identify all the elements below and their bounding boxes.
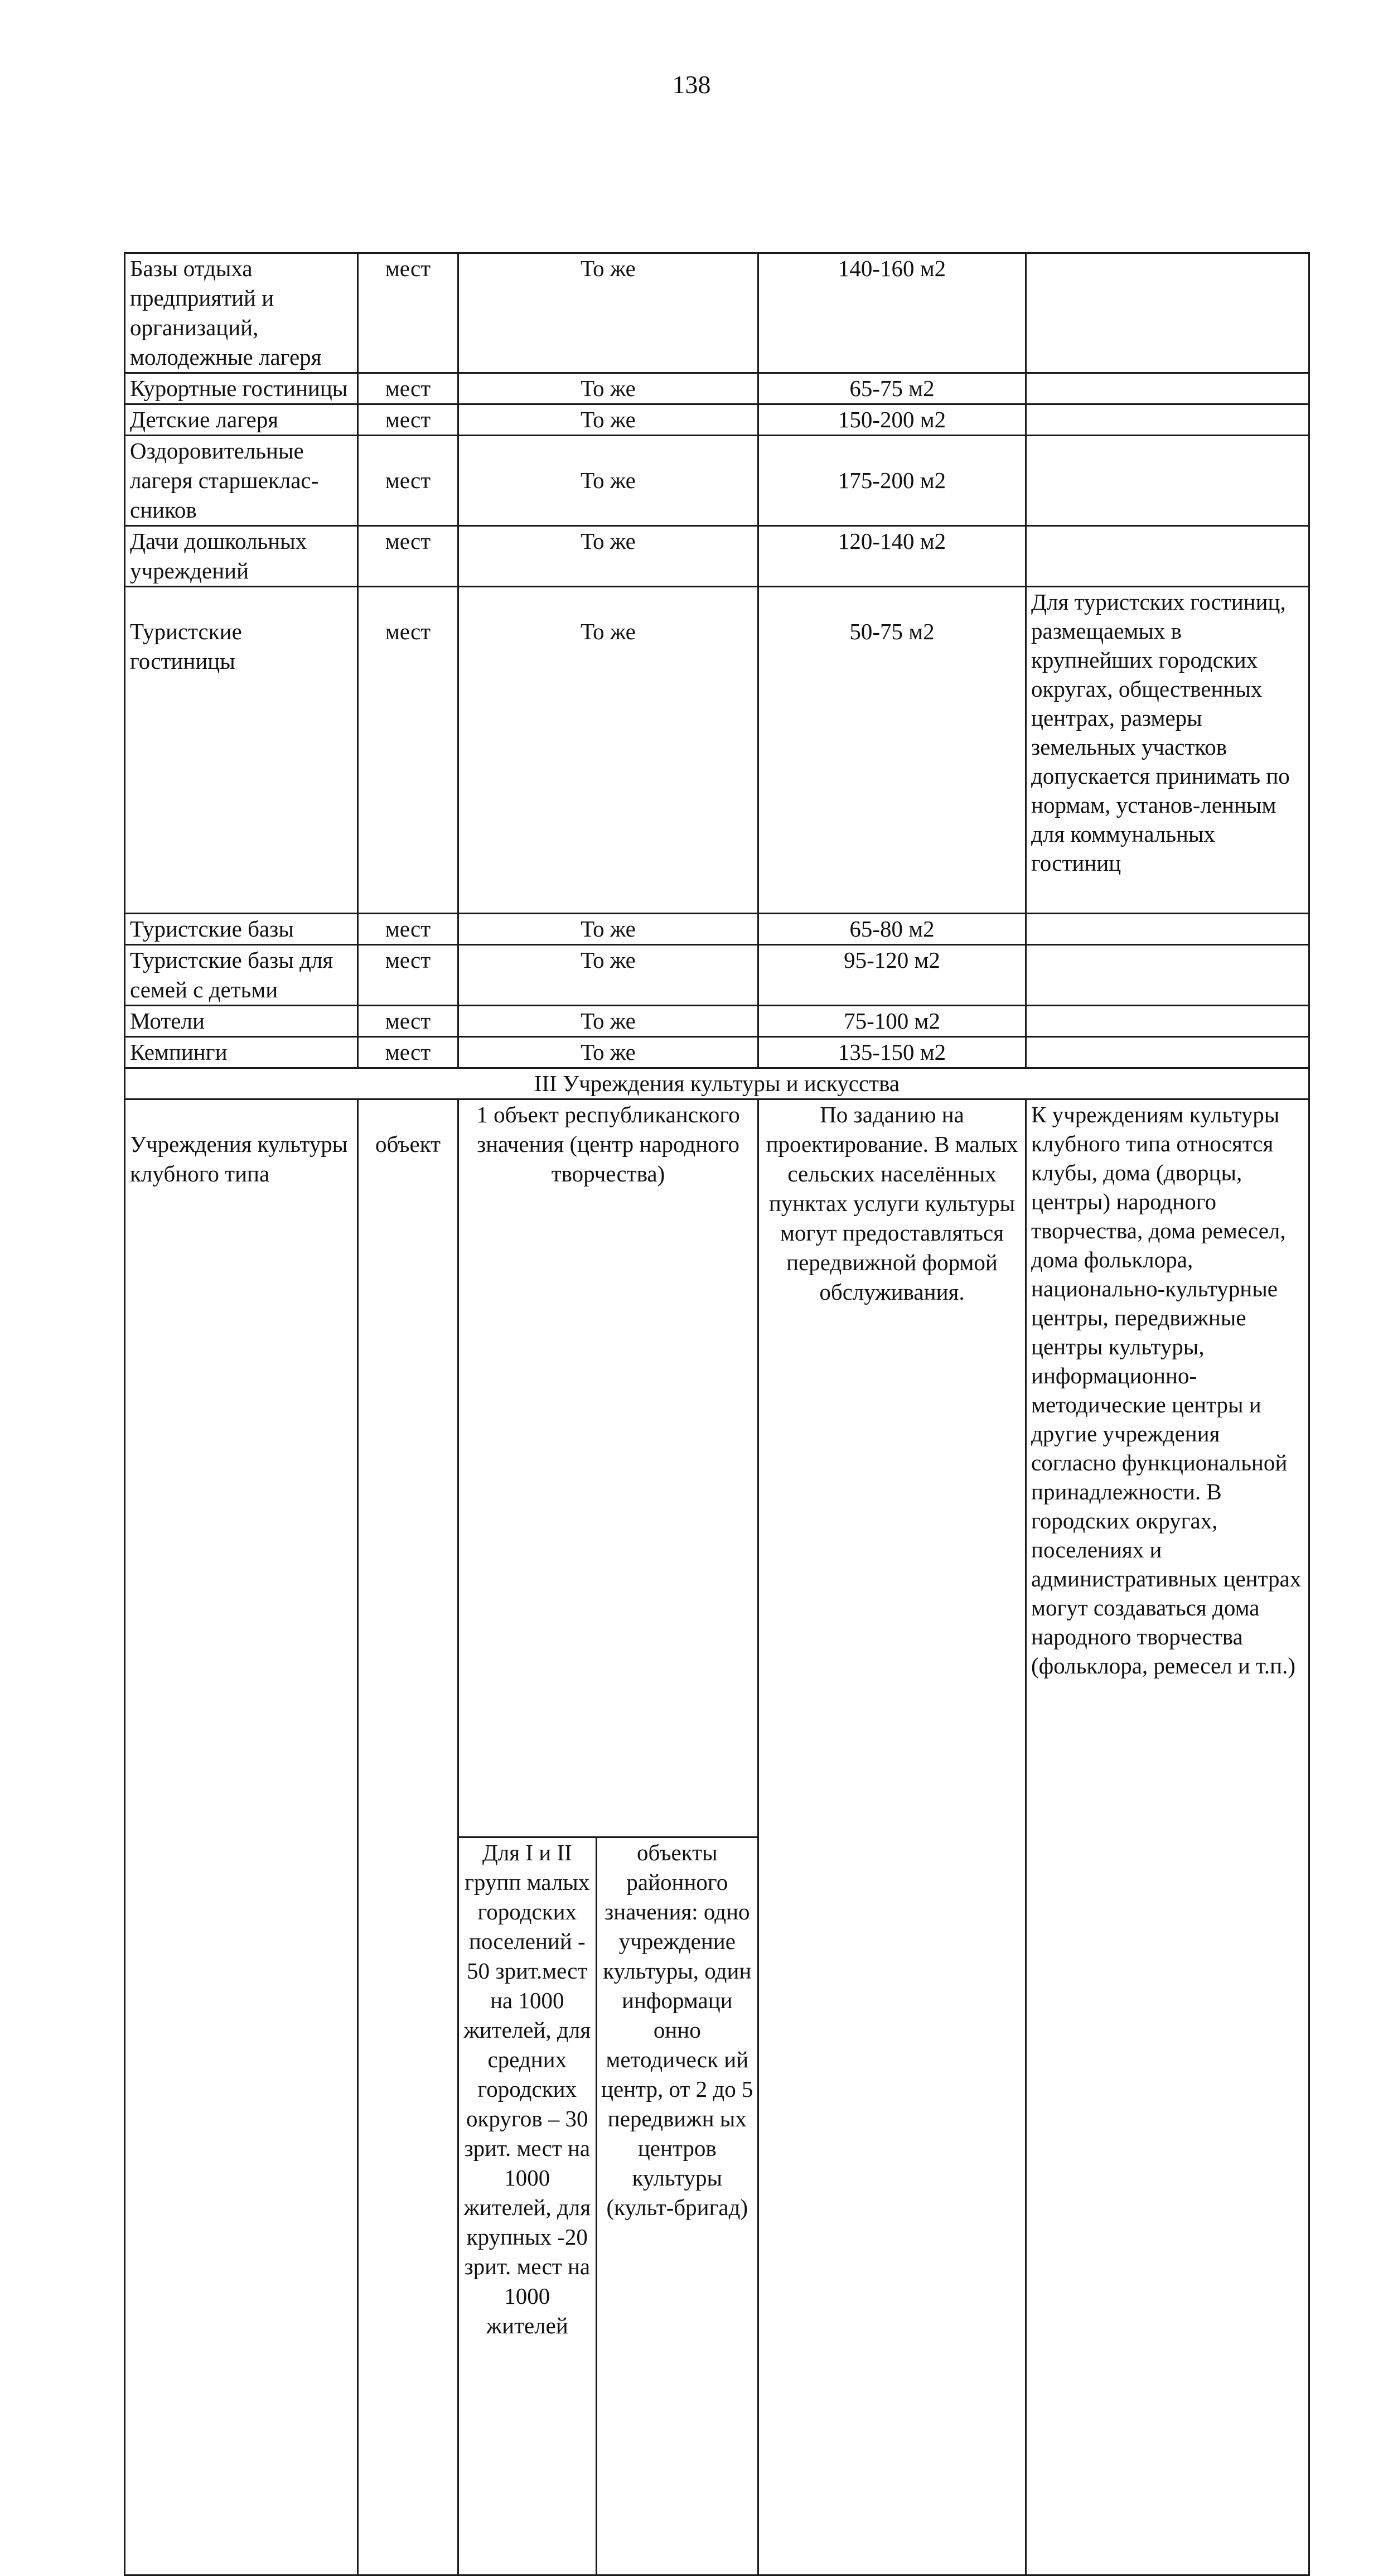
table-row <box>125 436 1309 526</box>
facility-name: Дачи дошкольных учреждений <box>125 526 358 587</box>
area-cell: 50-75 м2 <box>758 587 1026 914</box>
facility-name: Курортные гостиницы <box>125 373 358 404</box>
norm-cell: То же <box>458 404 758 436</box>
area-cell: 120-140 м2 <box>758 526 1026 587</box>
norm-cell: То же <box>458 1006 758 1037</box>
facility-name: Кемпинги <box>125 1037 358 1068</box>
facility-name: Мотели <box>125 1006 358 1037</box>
unit-cell: объект <box>358 1099 458 2575</box>
section-header-row <box>125 1068 1309 1099</box>
area-cell: По заданию на проектирование. В малых сельских населённых пунктах услуги культуры могут предоставляться передвижной формой обслуживания. <box>758 1099 1026 2575</box>
note-cell <box>1026 1006 1309 1037</box>
note-cell: К учреждениям культуры клубного типа относятся клубы, дома (дворцы, центры) народного творчества, дома ремесел, дома фольклора, национально-культурные центры, передвижные центры культуры, информационно-методические центры и другие учреждения согласно функциональной принадлежности. В городских округах, поселениях и административных центрах могут создаваться дома народного творчества (фольклора, ремесел и т.п.) <box>1026 1099 1309 2575</box>
note-cell <box>1026 373 1309 404</box>
note-cell <box>1026 404 1309 436</box>
table-row <box>125 526 1309 587</box>
norm-cell: То же <box>458 914 758 945</box>
unit-cell: мест <box>358 373 458 404</box>
norm-right: объекты районного значения: одно учреждение культуры, один информаци онно методическ ий центр, от 2 до 5 передвижн ых центров культуры (культ-бригад) <box>601 1840 753 2220</box>
unit-cell: мест <box>358 587 458 914</box>
table-row <box>125 1037 1309 1068</box>
area-cell: 150-200 м2 <box>758 404 1026 436</box>
note-cell <box>1026 436 1309 526</box>
norm-cell: То же <box>458 1037 758 1068</box>
table-row <box>125 253 1309 373</box>
area-cell: 140-160 м2 <box>758 253 1026 373</box>
norm-cell: То же <box>458 436 758 526</box>
area-cell: 175-200 м2 <box>758 436 1026 526</box>
unit-cell: мест <box>358 914 458 945</box>
table-row <box>125 404 1309 436</box>
unit-cell: мест <box>358 253 458 373</box>
norm-cell: То же <box>458 587 758 914</box>
norms-table <box>124 252 1310 2576</box>
unit-cell: мест <box>358 945 458 1006</box>
facility-name: Туристские гостиницы <box>125 587 358 914</box>
note-cell <box>1026 945 1309 1006</box>
section-title: III Учреждения культуры и искусства <box>125 1068 1309 1099</box>
area-cell: 95-120 м2 <box>758 945 1026 1006</box>
note-cell <box>1026 1037 1309 1068</box>
facility-name: Базы отдыха предприятий и организаций, молодежные лагеря <box>125 253 358 373</box>
norm-subtable <box>459 1100 757 2574</box>
area-cell: 75-100 м2 <box>758 1006 1026 1037</box>
table-row <box>125 1099 1309 2575</box>
unit-cell: мест <box>358 1037 458 1068</box>
table-row <box>125 587 1309 914</box>
note-cell <box>1026 526 1309 587</box>
facility-name: Учреждения культуры клубного типа <box>125 1099 358 2575</box>
note-cell: Для туристских гостиниц, размещаемых в крупнейших городских округах, общественных центрах, размеры земельных участков допускается принимать по нормам, установ-ленным для коммунальных гостиниц <box>1026 587 1309 914</box>
note-cell <box>1026 253 1309 373</box>
norm-cell: То же <box>458 945 758 1006</box>
facility-name: Оздоровительные лагеря старшеклас-сников <box>125 436 358 526</box>
page-number: 138 <box>672 70 711 99</box>
facility-name: Туристские базы для семей с детьми <box>125 945 358 1006</box>
table-row <box>125 1006 1309 1037</box>
area-cell: 65-80 м2 <box>758 914 1026 945</box>
area-cell: 65-75 м2 <box>758 373 1026 404</box>
norm-cell <box>458 1099 758 2575</box>
unit-cell: мест <box>358 436 458 526</box>
norm-head: 1 объект республиканского значения (центр народного творчества) <box>459 1100 757 1837</box>
norm-cell: То же <box>458 373 758 404</box>
unit-cell: мест <box>358 526 458 587</box>
norm-cell: То же <box>458 526 758 587</box>
area-cell: 135-150 м2 <box>758 1037 1026 1068</box>
note-cell <box>1026 914 1309 945</box>
unit-cell: мест <box>358 404 458 436</box>
facility-name: Туристские базы <box>125 914 358 945</box>
norm-cell: То же <box>458 253 758 373</box>
unit-cell: мест <box>358 1006 458 1037</box>
facility-name: Детские лагеря <box>125 404 358 436</box>
table-row <box>125 914 1309 945</box>
norm-left: Для I и II групп малых городских поселений - 50 зрит.мест на 1000 жителей, для средних городских округов – 30 зрит. мест на 1000 жителей, для крупных -20 зрит. мест на 1000 жителей <box>459 1837 596 2575</box>
table-row <box>125 373 1309 404</box>
table-row <box>125 945 1309 1006</box>
